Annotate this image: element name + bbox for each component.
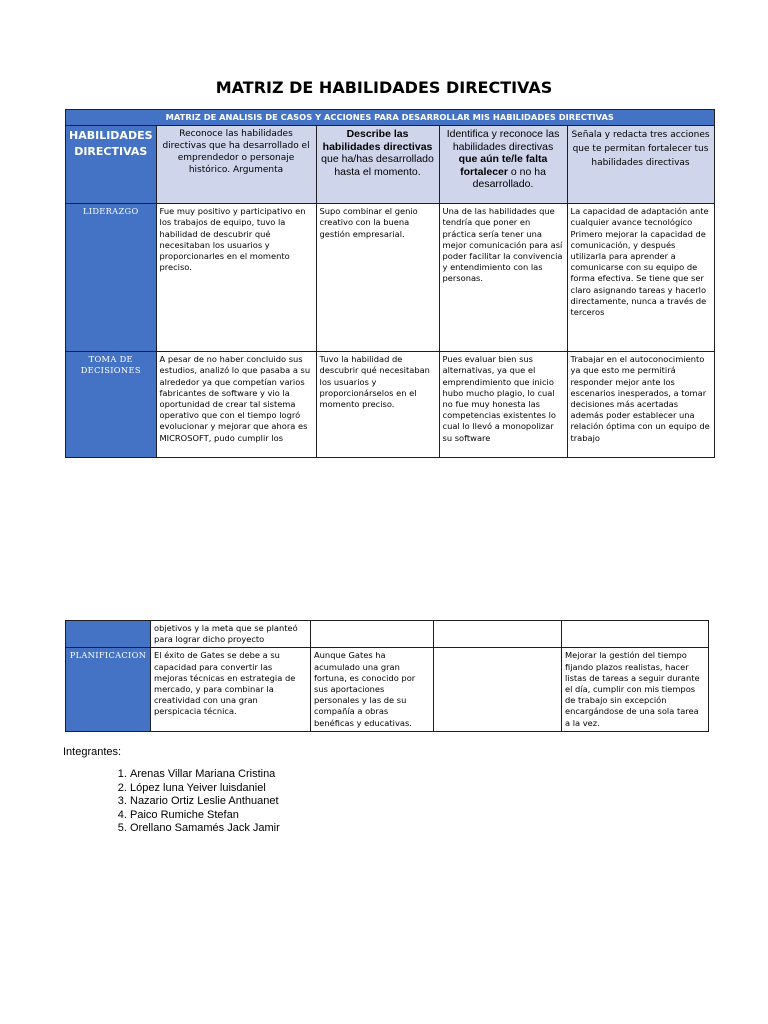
cell-decisiones-reconoce: A pesar de no haber concluido sus estudios, analizó lo que pasaba a su alrededor ya que competían varios fabricantes de software y vio la oportunidad de crear tal sistema operativo que con el tiempo logró evolucionar y mejorar que ahora es MICROSOFT, pudo cumplir los — [156, 352, 316, 458]
cell-decisiones-reconoce-continued: objetivos y la meta que se planteó para lograr dicho proyecto — [151, 621, 311, 648]
cell-decisiones-identifica: Pues evaluar bien sus alternativas, ya que el emprendimiento que inicio hubo mucho plagio, lo cual no fue muy honesta las competencias existentes lo cual lo llevó a monopolizar su software — [439, 352, 567, 458]
list-item: 1. Arenas Villar Mariana Cristina — [130, 768, 280, 782]
page-title: MATRIZ DE HABILIDADES DIRECTIVAS — [215, 78, 553, 97]
members-list — [90, 768, 280, 836]
header-row — [66, 126, 715, 204]
cell-decisiones-describe: Tuvo la habilidad de descubrir qué necesitaban los usuarios y proporcionárselos en el momento preciso. — [316, 352, 439, 458]
list-item: 2. López luna Yeiver luisdaniel — [130, 782, 280, 796]
table-row — [66, 352, 715, 458]
cell-planificacion-acciones: Mejorar la gestión del tiempo fijando plazos realistas, hacer listas de tareas a seguir durante el día, cumplir con mis tiempos de trabajo sin excepción encargándose de una sola tarea a la vez. — [562, 648, 709, 732]
cell-planificacion-describe: Aunque Gates ha acumulado una gran fortuna, es conocido por sus aportaciones personales y las de su compañía a obras benéficas y educativas. — [311, 648, 434, 732]
skills-matrix-table — [65, 109, 715, 458]
cell-liderazgo-acciones: La capacidad de adaptación ante cualquier avance tecnológico Primero mejorar la capacidad de comunicación, y después utilizarla para aprender a comunicarse con su equipo de forma efectiva. Se tiene que ser claro asignando tareas y hacerlo directamente, nunca a través de terceros — [567, 204, 714, 352]
integrantes-label: Integrantes: — [63, 746, 122, 758]
table-row — [66, 204, 715, 352]
header-habilidades: HABILIDADES DIRECTIVAS — [66, 126, 157, 204]
header-describe-rest: que ha/has desarrollado hasta el momento. — [321, 153, 434, 178]
row-label-planificacion: PLANIFICACION — [66, 648, 151, 732]
cell-empty — [311, 621, 434, 648]
table-row — [66, 621, 709, 648]
header-identifica-pre: Identifica y reconoce las habilidades directivas — [446, 128, 560, 153]
cell-planificacion-reconoce: El éxito de Gates se debe a su capacidad para convertir las mejoras técnicas en estrategia de mercado, y para combinar la creatividad con una gran perspicacia técnica. — [151, 648, 311, 732]
header-identifica — [439, 126, 567, 204]
row-label-liderazgo: LIDERAZGO — [66, 204, 157, 352]
header-reconoce: Reconoce las habilidades directivas que ha desarrollado el emprendedor o personaje histórico. Argumenta — [156, 126, 316, 204]
row-label-continuation — [66, 621, 151, 648]
list-item: 3. Nazario Ortiz Leslie Anthuanet — [130, 795, 280, 809]
list-item: 5. Orellano Samamés Jack Jamir — [130, 822, 280, 836]
list-item: 4. Paico Rumiche Stefan — [130, 809, 280, 823]
row-label-decisiones: TOMA DE DECISIONES — [66, 352, 157, 458]
header-describe — [316, 126, 439, 204]
cell-planificacion-identifica — [434, 648, 562, 732]
header-identifica-post: o no ha desarrollado. — [472, 165, 546, 191]
matrix-banner-row — [66, 110, 715, 126]
cell-liderazgo-identifica: Una de las habilidades que tendría que poner en práctica sería tener una mejor comunicación para así poder facilitar la convivencia y entendimiento con las personas. — [439, 204, 567, 352]
cell-decisiones-acciones: Trabajar en el autoconocimiento ya que esto me permitirá responder mejor ante los escenarios inesperados, a tomar decisiones más acertadas además poder establecer una relación óptima con un equipo de trabajo — [567, 352, 714, 458]
header-describe-bold: Describe las habilidades directivas — [322, 128, 433, 153]
skills-matrix-table-continued — [65, 620, 709, 732]
cell-empty — [562, 621, 709, 648]
cell-liderazgo-reconoce: Fue muy positivo y participativo en los trabajos de equipo, tuvo la habilidad de descubrir qué necesitaban los usuarios y proporcionarles en el momento preciso. — [156, 204, 316, 352]
cell-liderazgo-describe: Supo combinar el genio creativo con la buena gestión empresarial. — [316, 204, 439, 352]
header-senala: Señala y redacta tres acciones que te permitan fortalecer tus habilidades directivas — [567, 126, 714, 204]
matrix-banner: MATRIZ DE ANALISIS DE CASOS Y ACCIONES PARA DESARROLLAR MIS HABILIDADES DIRECTIVAS — [66, 110, 715, 126]
cell-empty — [434, 621, 562, 648]
header-identifica-bold: que aún te/le falta fortalecer — [458, 153, 548, 178]
table-row — [66, 648, 709, 732]
